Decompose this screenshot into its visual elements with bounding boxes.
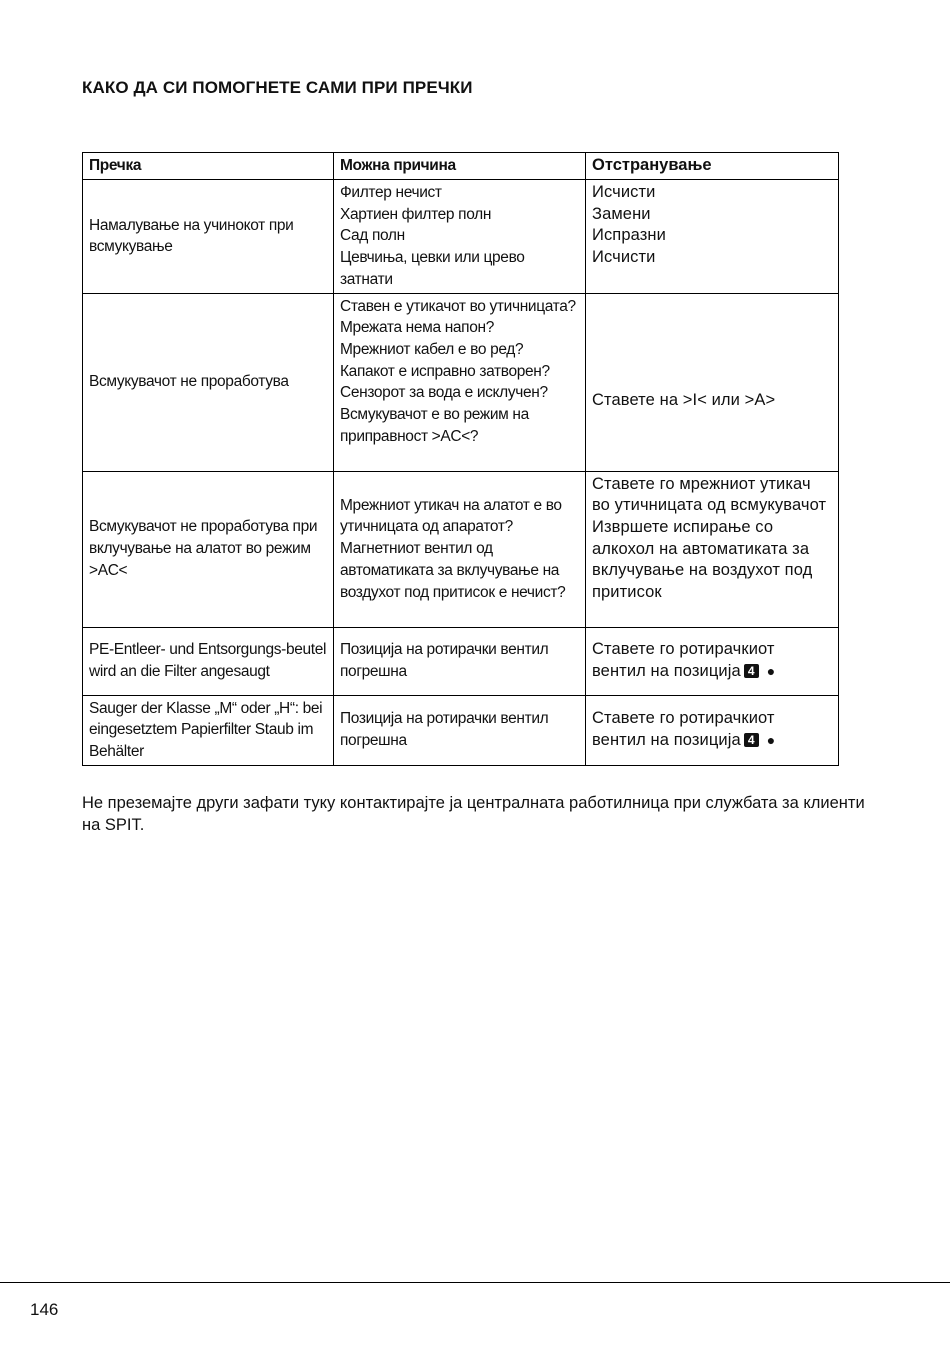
cause-text: Филтер нечист — [340, 184, 442, 201]
cause-text: Позиција на ротирачки вентил погрешна — [340, 641, 549, 681]
remedy-text: Замени — [592, 204, 651, 223]
cause-cell — [334, 293, 586, 471]
problem-text: PE-Entleer- und Entsorgungs-beutel wird an die Filter angesaugt — [89, 641, 327, 681]
cause-text: Всмукувачот е во режим на приправност >AC<? — [340, 406, 529, 445]
cause-text: Магнетниот вентил од автоматиката за вклучување на воздухот под притисок е нечист? — [340, 540, 566, 601]
problem-text: Всмукувачот не проработува — [89, 373, 289, 391]
remedy-text: Извршете испирање со алкохол на автоматиката за вклучување на воздухот под притисок — [592, 517, 813, 602]
bullet-icon: ● — [766, 732, 776, 749]
remedy-cell — [586, 293, 839, 471]
remedy-text: Ставете го мрежниот утикач во утичницата од всмукувачот — [592, 474, 827, 515]
problem-cell — [83, 180, 334, 294]
cause-cell — [334, 627, 586, 695]
remedy-text: Ставете на >I< или >A> — [592, 391, 776, 410]
cause-text: Мрежата нема напон? — [340, 319, 494, 337]
position-number-badge: 4 — [744, 664, 759, 678]
bullet-icon: ● — [766, 663, 776, 680]
troubleshooting-table — [82, 152, 839, 766]
table-row — [83, 471, 839, 627]
cause-text: Сад полн — [340, 227, 405, 245]
column-header-problem: Пречка — [83, 153, 334, 180]
cause-cell — [334, 471, 586, 627]
remedy-text: Испразни — [592, 226, 666, 245]
remedy-cell — [586, 471, 839, 627]
cause-text: Цевчиња, цевки или црево затнати — [340, 249, 525, 288]
table-header-row — [83, 153, 839, 180]
table-row — [83, 180, 839, 294]
problem-cell — [83, 627, 334, 695]
remedy-cell — [586, 695, 839, 765]
cause-text: Хартиен филтер полн — [340, 205, 492, 223]
remedy-text: Исчисти — [592, 248, 656, 267]
service-note: Не преземајте други зафати туку контактирајте ја централната работилница при службата за клиенти на SPIT. — [82, 794, 865, 834]
column-header-cause: Можна причина — [334, 153, 586, 180]
table-row — [83, 627, 839, 695]
table-row — [83, 293, 839, 471]
cause-cell — [334, 180, 586, 294]
remedy-cell — [586, 180, 839, 294]
column-header-remedy: Отстранување — [586, 153, 839, 180]
page-number: 146 — [30, 1300, 59, 1319]
remedy-text: Ставете го ротирачкиот вентил на позиција — [592, 709, 775, 750]
remedy-text: Ставете го ротирачкиот вентил на позиција — [592, 640, 775, 681]
cause-text: Мрежниот утикач на алатот е во утичницата од апаратот? — [340, 496, 562, 536]
problem-text: Sauger der Klasse „M“ oder „H“: bei eingesetztem Papierfilter Staub im Behälter — [89, 699, 323, 760]
cause-cell — [334, 695, 586, 765]
remedy-text: Исчисти — [592, 183, 656, 201]
problem-cell — [83, 293, 334, 471]
problem-text: Намалување на учинокот при всмукување — [89, 216, 294, 256]
cause-text: Мрежниот кабел е во ред? — [340, 340, 524, 358]
problem-text: Всмукувачот не проработува при вклучување на алатот во режим >AC< — [89, 518, 318, 579]
cause-text: Ставен е утикачот во утичницата? — [340, 297, 576, 315]
problem-cell — [83, 695, 334, 765]
page-title: КАКО ДА СИ ПОМОГНЕТЕ САМИ ПРИ ПРЕЧКИ — [82, 78, 473, 97]
remedy-cell — [586, 627, 839, 695]
position-number-badge: 4 — [744, 733, 759, 747]
problem-cell — [83, 471, 334, 627]
cause-text: Позиција на ротирачки вентил погрешна — [340, 710, 549, 750]
table-row — [83, 695, 839, 765]
footer-divider — [0, 1282, 950, 1283]
cause-text: Капакот е исправно затворен? — [340, 362, 550, 380]
cause-text: Сензорот за вода е исклучен? — [340, 384, 548, 402]
